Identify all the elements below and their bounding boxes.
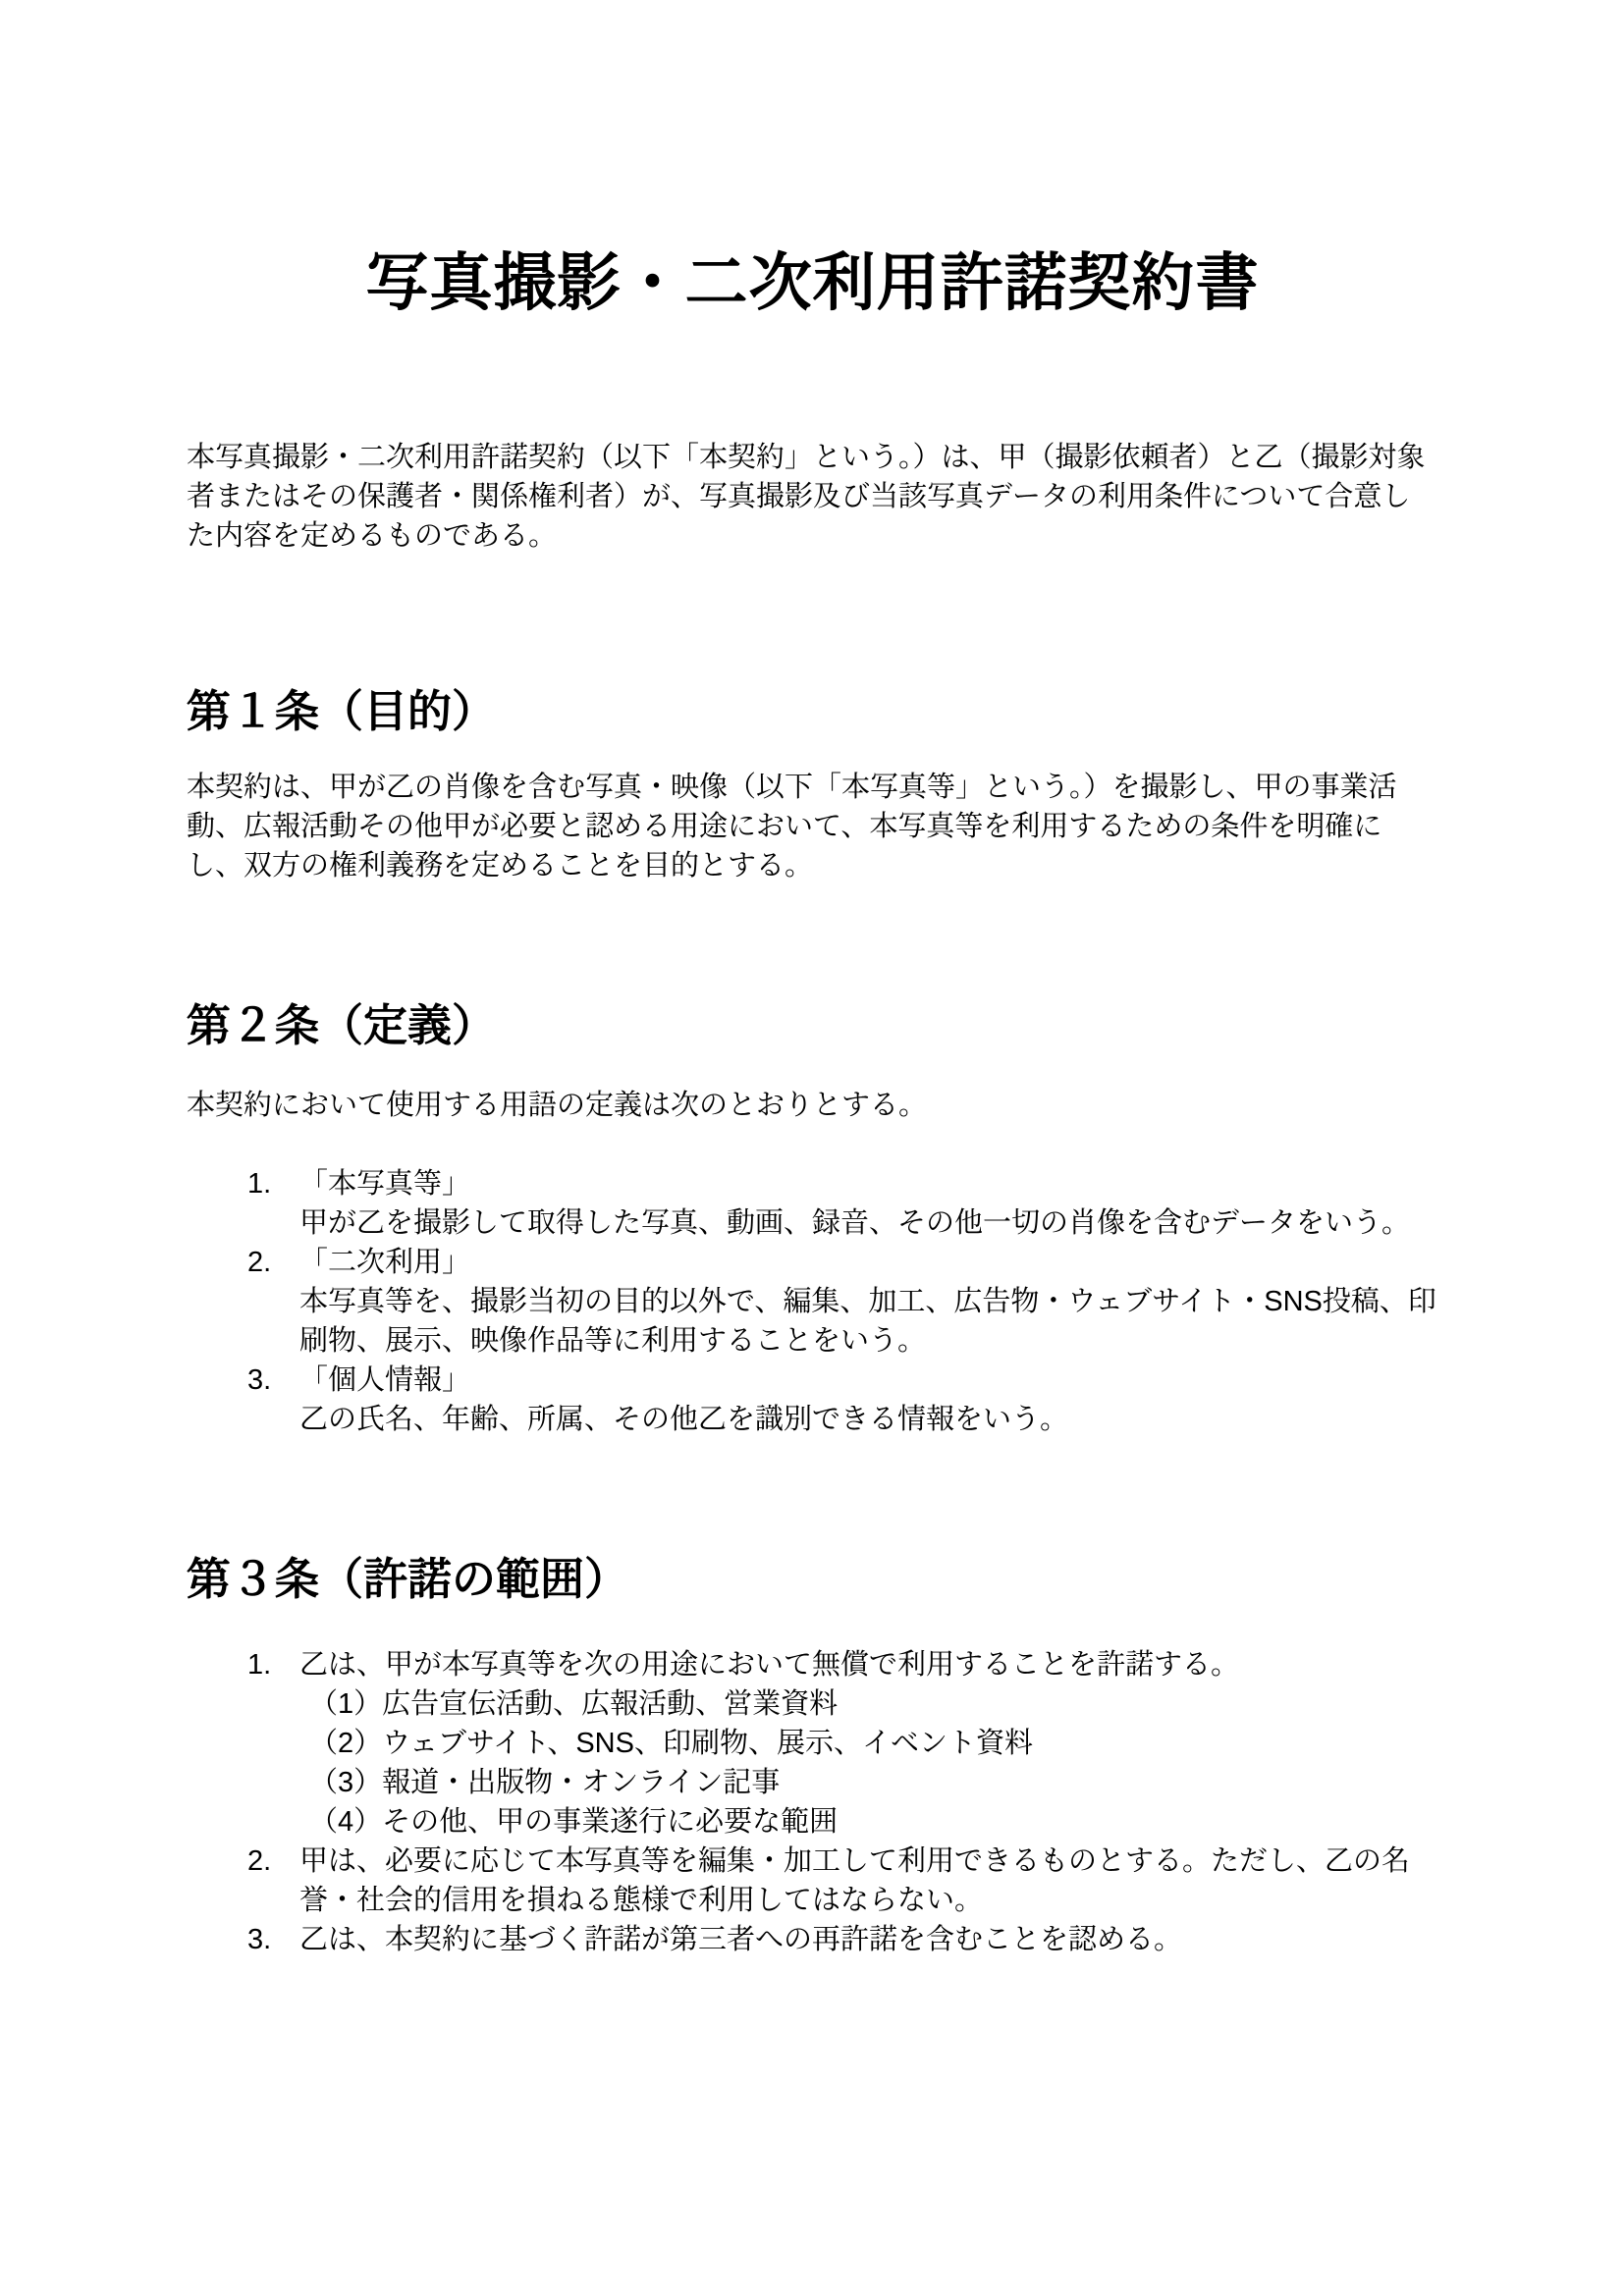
sub-list-marker: （4） <box>309 1806 383 1838</box>
list-item <box>187 1842 1438 1920</box>
article-2-heading: 第２条（定義） <box>187 1000 497 1050</box>
article-1-heading: 第１条（目的） <box>187 686 497 736</box>
sub-list-item <box>309 1763 1438 1802</box>
document-intro-paragraph: 本写真撮影・二次利用許諾契約（以下「本契約」という。）は、甲（撮影依頼者）と乙（撮影対象者またはその保護者・関係権利者）が、写真撮影及び当該写真データの利用条件について合意した内容を定めるものである。 <box>187 442 1426 552</box>
article-1-body: 本契約は、甲が乙の肖像を含む写真・映像（以下「本写真等」という。）を撮影し、甲の事業活動、広報活動その他甲が必要と認める用途において、本写真等を利用するための条件を明確にし、双方の権利義務を定めることを目的とする。 <box>187 772 1397 881</box>
list-item-body <box>299 1243 1438 1361</box>
list-item-body <box>299 1645 1438 1842</box>
list-marker: 1. <box>247 1649 272 1681</box>
sub-list-text: その他、甲の事業遂行に必要な範囲 <box>382 1806 839 1838</box>
definition-term: 「二次利用」 <box>299 1247 471 1278</box>
list-marker: 2. <box>247 1845 272 1877</box>
sub-list-marker: （3） <box>309 1767 383 1798</box>
list-item <box>187 1920 1438 1959</box>
list-item <box>187 1361 1438 1439</box>
list-item <box>187 1164 1438 1243</box>
sub-list-item <box>309 1684 1438 1724</box>
sub-list-item <box>309 1724 1438 1763</box>
definition-text: 乙の氏名、年齢、所属、その他乙を識別できる情報をいう。 <box>299 1404 1069 1435</box>
definition-term: 「本写真等」 <box>299 1168 471 1200</box>
sub-list-marker: （2） <box>309 1728 383 1759</box>
article-2-intro: 本契約において使用する用語の定義は次のとおりとする。 <box>187 1090 928 1121</box>
list-marker: 1. <box>247 1168 272 1200</box>
list-item-text: 乙は、本契約に基づく許諾が第三者への再許諾を含むことを認める。 <box>299 1924 1183 1955</box>
list-item-body <box>299 1361 1438 1439</box>
list-item-body <box>299 1164 1438 1243</box>
list-item <box>187 1243 1438 1361</box>
list-item-body <box>299 1920 1438 1959</box>
list-item-body <box>299 1842 1438 1920</box>
article-3-scope-list <box>187 1645 1438 1959</box>
list-marker: 3. <box>247 1364 272 1396</box>
list-marker: 3. <box>247 1924 272 1955</box>
definition-text: 甲が乙を撮影して取得した写真、動画、録音、その他一切の肖像を含むデータをいう。 <box>299 1207 1411 1239</box>
definition-text: 本写真等を、撮影当初の目的以外で、編集、加工、広告物・ウェブサイト・SNS投稿、印刷物、展示、映像作品等に利用することをいう。 <box>299 1286 1436 1357</box>
list-item-text: 乙は、甲が本写真等を次の用途において無償で利用することを許諾する。 <box>299 1649 1240 1681</box>
sub-list-text: ウェブサイト、SNS、印刷物、展示、イベント資料 <box>382 1728 1033 1759</box>
sub-list-item <box>309 1802 1438 1842</box>
sub-list-text: 広告宣伝活動、広報活動、営業資料 <box>382 1688 839 1720</box>
article-2-definition-list <box>187 1164 1438 1439</box>
list-item-text: 甲は、必要に応じて本写真等を編集・加工して利用できるものとする。ただし、乙の名誉・社会的信用を損ねる態様で利用してはならない。 <box>299 1845 1411 1916</box>
sub-list-marker: （1） <box>309 1688 383 1720</box>
definition-term: 「個人情報」 <box>299 1364 471 1396</box>
list-marker: 2. <box>247 1247 272 1278</box>
document-title: 写真撮影・二次利用許諾契約書 <box>365 247 1260 318</box>
list-item <box>187 1645 1438 1842</box>
article-3-heading: 第３条（許諾の範囲） <box>187 1554 629 1604</box>
sub-list-text: 報道・出版物・オンライン記事 <box>382 1767 781 1798</box>
